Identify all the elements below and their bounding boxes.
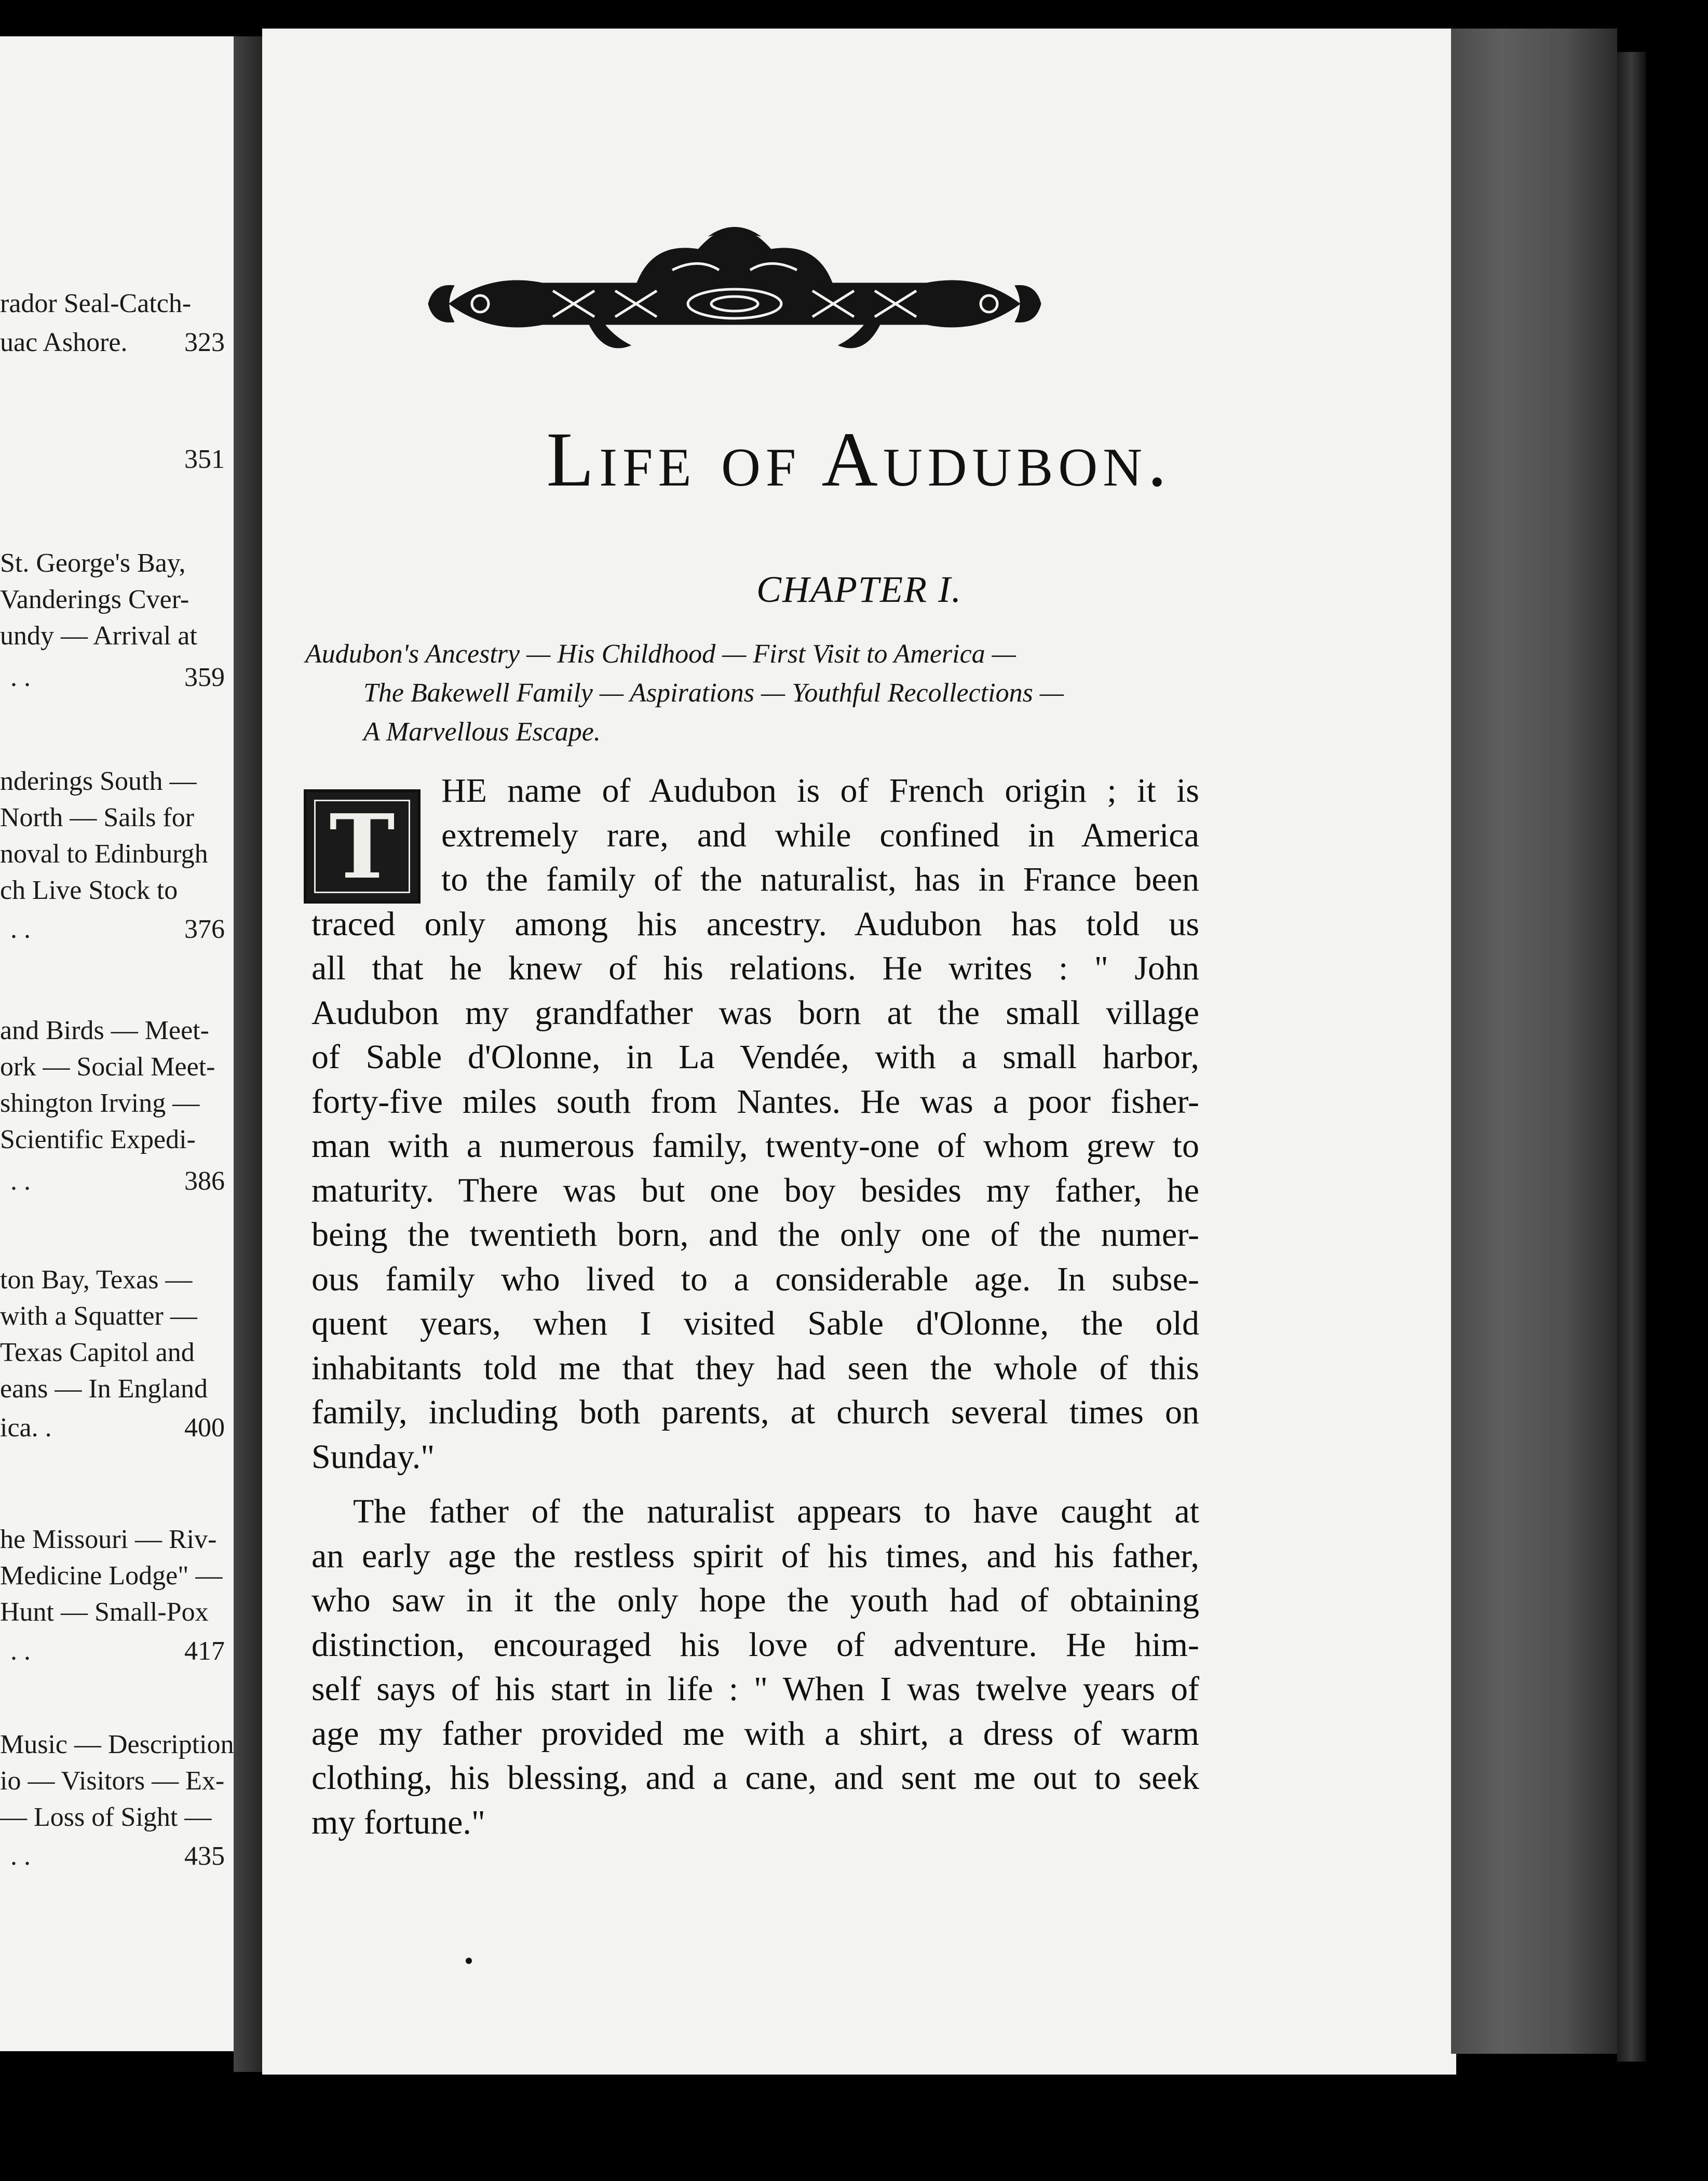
body-text-line: maturity. There was but one boy besides my father, he: [311, 1171, 1199, 1209]
body-text-line: traced only among his ancestry. Audubon has told us: [311, 905, 1199, 943]
body-text-line: quent years, when I visited Sable d'Olonne, the old: [311, 1304, 1199, 1342]
toc-entry-text: nderings South —: [0, 766, 197, 796]
toc-entry-text: undy — Arrival at: [0, 621, 197, 651]
book-spine-edge: [1617, 52, 1646, 2062]
toc-entry-text: eans — In England: [0, 1374, 208, 1404]
toc-entry-text: Texas Capitol and: [0, 1338, 195, 1367]
chapter-synopsis-line: The Bakewell Family — Aspirations — Youthful Recollections —: [363, 678, 1064, 708]
page-mark: [466, 1958, 472, 1964]
body-text-line: self says of his start in life : " When I was twelve years of: [311, 1670, 1199, 1708]
toc-entry-text: with a Squatter —: [0, 1301, 197, 1331]
toc-page-number: 435: [184, 1841, 225, 1871]
toc-entry-text: he Missouri — Riv-: [0, 1525, 217, 1554]
chapter-synopsis-line: Audubon's Ancestry — His Childhood — First Visit to America —: [305, 639, 1016, 669]
toc-entry-text: — Loss of Sight —: [0, 1802, 212, 1832]
body-text-line: who saw in it the only hope the youth had of obtaining: [311, 1581, 1199, 1619]
body-text-line: Sunday.": [311, 1437, 435, 1476]
toc-entry-text: ch Live Stock to: [0, 876, 178, 905]
body-text-line: man with a numerous family, twenty-one of whom grew to: [311, 1127, 1199, 1165]
toc-page-number: 359: [184, 663, 225, 692]
toc-entry-text: Scientific Expedi-: [0, 1125, 196, 1154]
toc-entry-text: . .: [10, 663, 31, 692]
book-page-edges: [1451, 29, 1617, 2054]
body-text-line: The father of the naturalist appears to have caught at: [353, 1492, 1199, 1530]
toc-entry-text: Music — Description: [0, 1730, 234, 1759]
drop-cap-initial: [304, 789, 421, 904]
body-text-line: forty-five miles south from Nantes. He was a poor fisher-: [311, 1082, 1199, 1121]
toc-entry-text: io — Visitors — Ex-: [0, 1766, 225, 1796]
body-text-line: of Sable d'Olonne, in La Vendée, with a small harbor,: [311, 1038, 1199, 1076]
chapter-heading: CHAPTER I.: [756, 569, 962, 610]
toc-entry-text: North — Sails for: [0, 803, 195, 832]
toc-entry-text: Hunt — Small-Pox: [0, 1597, 209, 1627]
body-text-line: inhabitants told me that they had seen the whole of this: [311, 1349, 1199, 1387]
toc-entry-text: St. George's Bay,: [0, 548, 186, 578]
toc-entry-text: ton Bay, Texas —: [0, 1265, 193, 1295]
toc-entry-text: Vanderings Cver-: [0, 585, 189, 614]
body-text-line: distinction, encouraged his love of adventure. He him-: [311, 1625, 1199, 1664]
toc-page-number: 351: [184, 445, 225, 474]
toc-entry-text: shington Irving —: [0, 1088, 200, 1118]
body-text-line: my fortune.": [311, 1803, 485, 1841]
toc-entry-text: Medicine Lodge" —: [0, 1561, 223, 1591]
body-text-line: ous family who lived to a considerable age. In subse-: [311, 1260, 1199, 1298]
body-text-line: clothing, his blessing, and a cane, and sent me out to seek: [311, 1759, 1199, 1797]
chapter-synopsis-line: A Marvellous Escape.: [363, 717, 601, 747]
body-text-line: extremely rare, and while confined in America: [441, 816, 1199, 854]
toc-entry-text: . .: [10, 1166, 31, 1196]
body-text-line: all that he knew of his relations. He writes : " John: [311, 949, 1199, 987]
drop-cap-letter: T: [329, 795, 395, 899]
toc-entry-text: . .: [10, 1841, 31, 1871]
toc-page-number: 400: [184, 1413, 225, 1443]
body-text-line: age my father provided me with a shirt, a dress of warm: [311, 1714, 1199, 1753]
toc-entry-text: . .: [10, 914, 31, 944]
toc-page-number: 386: [184, 1166, 225, 1196]
decorative-headpiece-ornament: [418, 221, 1051, 371]
body-text-line: Audubon my grandfather was born at the small village: [311, 993, 1199, 1032]
toc-page-number: 376: [184, 914, 225, 944]
body-text-line: an early age the restless spirit of his times, and his father,: [311, 1537, 1199, 1575]
toc-entry-text: noval to Edinburgh: [0, 839, 208, 869]
toc-page-number: 323: [184, 328, 225, 357]
toc-entry-text: ica. .: [0, 1413, 52, 1443]
body-text-line: to the family of the naturalist, has in France been: [441, 860, 1199, 898]
body-text-line: being the twentieth born, and the only one of the numer-: [311, 1216, 1199, 1254]
toc-entry-text: and Birds — Meet-: [0, 1016, 209, 1045]
body-text-line: HE name of Audubon is of French origin ; it is: [441, 772, 1199, 810]
toc-entry-text: rador Seal-Catch-: [0, 289, 192, 318]
page-title: Life of Audubon.: [546, 416, 1172, 503]
body-text-line: family, including both parents, at church several times on: [311, 1393, 1199, 1431]
toc-entry-text: uac Ashore.: [0, 328, 128, 357]
toc-entry-text: . .: [10, 1636, 31, 1666]
toc-entry-text: ork — Social Meet-: [0, 1052, 215, 1082]
toc-page-number: 417: [184, 1636, 225, 1666]
